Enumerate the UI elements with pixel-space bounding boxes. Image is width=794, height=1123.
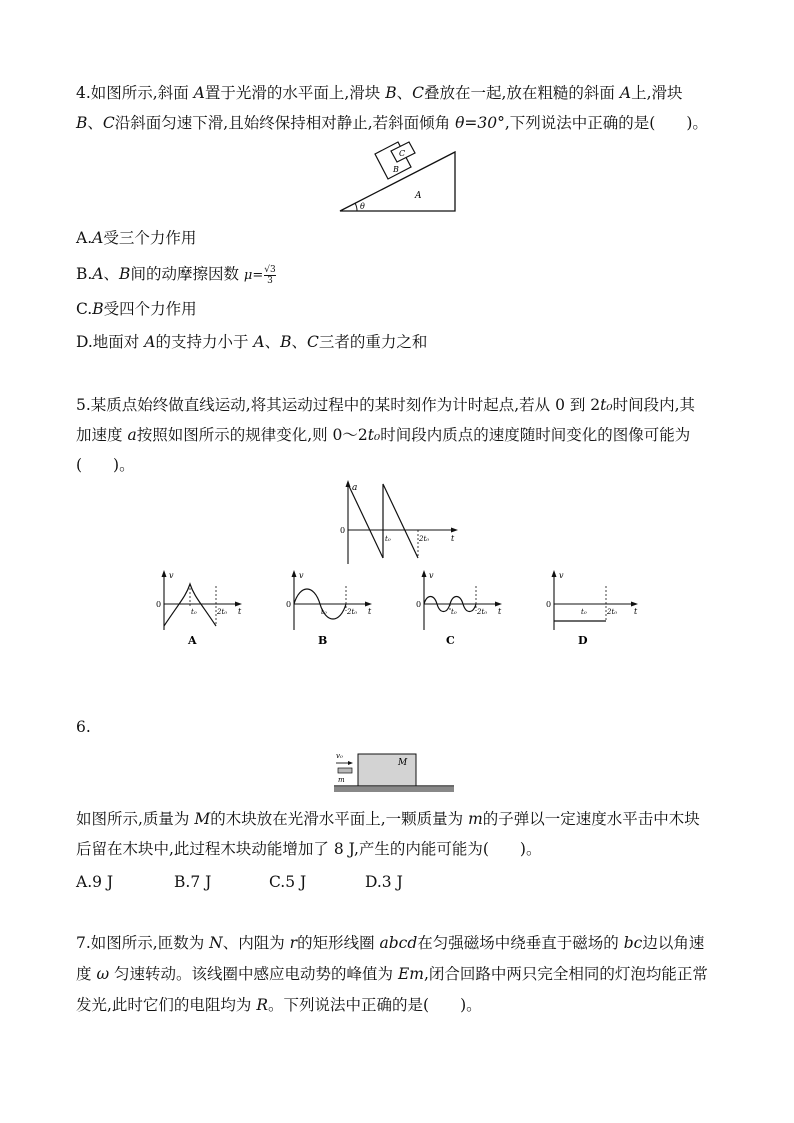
text: B. <box>76 265 93 283</box>
q6-option-A: A.9 J <box>76 873 114 891</box>
text: 匀速转动。该线圈中感应电动势的峰值为 <box>109 965 398 983</box>
fraction-numerator: √3 <box>264 264 276 275</box>
tick-2t0: 2t₀ <box>217 608 228 616</box>
text: 、 <box>87 114 103 132</box>
q4-option-C <box>76 298 197 320</box>
var-B: B <box>280 333 292 351</box>
text: 的矩形线圈 <box>297 934 380 952</box>
text: 上,滑块 <box>631 84 683 102</box>
text: 时间段内,其 <box>612 396 696 414</box>
fraction-denominator: 3 <box>267 275 273 286</box>
var-C: C <box>102 114 115 132</box>
label-m: m <box>338 776 345 784</box>
text: 在匀强磁场中绕垂直于磁场的 <box>417 934 624 952</box>
q5-stem-line-2 <box>76 424 690 446</box>
option-caption-A: A <box>188 634 197 647</box>
axis-label-t: t <box>498 607 502 616</box>
axis-label-t: t <box>238 607 242 616</box>
var-abcd: abcd <box>379 934 418 952</box>
q5-stem-line-3 <box>76 454 135 476</box>
var-bc: bc <box>623 934 643 952</box>
label-theta: θ <box>360 202 365 211</box>
q4-stem-line-2 <box>76 112 708 134</box>
q6-option-C: C.5 J <box>269 873 307 891</box>
var-A: A <box>144 333 156 351</box>
text: 间的动摩擦因数 <box>130 265 244 283</box>
q4-option-D <box>76 331 427 353</box>
var-B: B <box>76 114 88 132</box>
var-R: R <box>256 996 269 1014</box>
var-m: m <box>468 810 483 828</box>
text: ,闭合回路中两只完全相同的灯泡均能正常 <box>423 965 708 983</box>
label-v0: v₀ <box>336 752 343 760</box>
text: 置于光滑的水平面上,滑块 <box>204 84 386 102</box>
q6-stem-line-1 <box>76 808 700 830</box>
text: 沿斜面匀速下滑,且始终保持相对静止,若斜面倾角 <box>114 114 456 132</box>
q6-option-B: B.7 J <box>174 873 212 891</box>
origin-label: 0 <box>416 600 422 609</box>
ground-hatching <box>334 787 454 792</box>
text: 受四个力作用 <box>103 300 197 318</box>
var-A: A <box>193 84 205 102</box>
mu-fraction <box>264 265 275 286</box>
q5-option-graph-A <box>152 566 246 648</box>
q5-option-graph-C <box>412 566 506 648</box>
bullet-m <box>338 768 352 773</box>
axis-label-t: t <box>634 607 638 616</box>
a-line-first <box>348 484 383 558</box>
text: 、 <box>291 333 307 351</box>
q6-bullet-block-figure <box>332 748 456 796</box>
text: 、 <box>103 265 120 283</box>
text: C. <box>76 300 93 318</box>
var-Em: Em <box>397 965 424 983</box>
text: 边以角速 <box>642 934 705 952</box>
theta-value: θ=30° <box>455 114 505 132</box>
option-caption-D: D <box>578 634 588 647</box>
text: 如图所示,质量为 <box>76 810 195 828</box>
q4-option-B <box>76 263 276 287</box>
tick-2t0: 2t₀ <box>477 608 488 616</box>
var-A: A <box>253 333 265 351</box>
q5-option-graph-B <box>282 566 376 648</box>
q5-stem-line-1 <box>76 394 695 416</box>
label-M: M <box>398 758 408 768</box>
tick-2t0: 2t₀ <box>607 608 618 616</box>
tick-t0: t₀ <box>451 608 457 616</box>
axis-label-v: v <box>559 571 564 580</box>
q4-incline-figure <box>330 140 470 218</box>
axis-label-v: v <box>299 571 304 580</box>
q7-stem-line-3 <box>76 994 482 1016</box>
text: 、内阻为 <box>222 934 290 952</box>
q4-option-A <box>76 227 196 249</box>
var-B: B <box>92 300 104 318</box>
tick-t0: t₀ <box>385 535 391 543</box>
text: 4.如图所示,斜面 <box>76 84 194 102</box>
q5-acceleration-graph <box>336 478 466 566</box>
tick-2t0: 2t₀ <box>347 608 358 616</box>
var-C: C <box>307 333 319 351</box>
q4-stem-line-1 <box>76 82 683 104</box>
text: 、 <box>396 84 413 102</box>
text: 6. <box>76 718 91 736</box>
q7-stem-line-2 <box>76 963 708 985</box>
label-C: C <box>399 149 406 158</box>
origin-label: 0 <box>340 526 346 535</box>
text: 加速度 <box>76 426 128 444</box>
q5-option-graph-D <box>542 566 642 648</box>
mu-symbol: μ= <box>243 268 264 283</box>
text: 、 <box>264 333 281 351</box>
q6-number <box>76 716 91 738</box>
axis-label-t: t <box>368 607 372 616</box>
text: ,下列说法中正确的是( )。 <box>504 114 708 132</box>
a-line-second <box>383 484 418 558</box>
text: 。下列说法中正确的是( )。 <box>268 996 482 1014</box>
axis-label-v: v <box>169 571 174 580</box>
text: 叠放在一起,放在粗糙的斜面 <box>424 84 620 102</box>
q6-option-D: D.3 J <box>365 873 403 891</box>
q7-stem-line-1 <box>76 932 704 954</box>
text: 度 <box>76 965 97 983</box>
var-t0: t₀ <box>600 396 613 414</box>
label-B: B <box>393 165 399 174</box>
var-t0: t₀ <box>367 426 381 444</box>
text: 后留在木块中,此过程木块动能增加了 8 J,产生的内能可能为( )。 <box>76 840 542 858</box>
axis-label-a: a <box>352 483 358 493</box>
text: 的支持力小于 <box>155 333 254 351</box>
var-N: N <box>209 934 223 952</box>
label-A: A <box>415 191 422 201</box>
tick-t0: t₀ <box>191 608 197 616</box>
text: 按照如图所示的规律变化,则 0～2 <box>136 426 368 444</box>
var-C: C <box>412 84 424 102</box>
var-A: A <box>92 229 104 247</box>
text: D.地面对 <box>76 333 145 351</box>
origin-label: 0 <box>286 600 292 609</box>
option-caption-B: B <box>318 634 328 647</box>
var-a: a <box>127 426 137 444</box>
text: 受三个力作用 <box>103 229 197 247</box>
axis-label-t: t <box>451 534 455 543</box>
text: 的木块放在光滑水平面上,一颗质量为 <box>210 810 469 828</box>
text: 的子弹以一定速度水平击中木块 <box>482 810 700 828</box>
block-M <box>358 754 416 786</box>
axis-label-v: v <box>429 571 434 580</box>
var-M: M <box>194 810 211 828</box>
var-B: B <box>119 265 131 283</box>
var-omega: ω <box>96 965 110 983</box>
var-B: B <box>385 84 397 102</box>
q6-options <box>76 871 403 893</box>
q6-stem-line-2 <box>76 838 541 860</box>
var-r: r <box>289 934 298 952</box>
text: A. <box>76 229 93 247</box>
tick-2t0: 2t₀ <box>419 535 430 543</box>
text: 时间段内质点的速度随时间变化的图像可能为 <box>380 426 691 444</box>
text: 7.如图所示,匝数为 <box>76 934 210 952</box>
tick-t0: t₀ <box>581 608 587 616</box>
option-caption-C: C <box>446 634 455 647</box>
tick-t0: t₀ <box>321 608 327 616</box>
text: 发光,此时它们的电阻均为 <box>76 996 257 1014</box>
origin-label: 0 <box>546 600 552 609</box>
text: 5.某质点始终做直线运动,将其运动过程中的某时刻作为计时起点,若从 0 到 2 <box>76 396 601 414</box>
var-A: A <box>619 84 632 102</box>
origin-label: 0 <box>156 600 162 609</box>
text: 三者的重力之和 <box>318 333 428 351</box>
theta-arc <box>355 203 357 211</box>
text: ( )。 <box>76 456 135 474</box>
var-A: A <box>92 265 104 283</box>
